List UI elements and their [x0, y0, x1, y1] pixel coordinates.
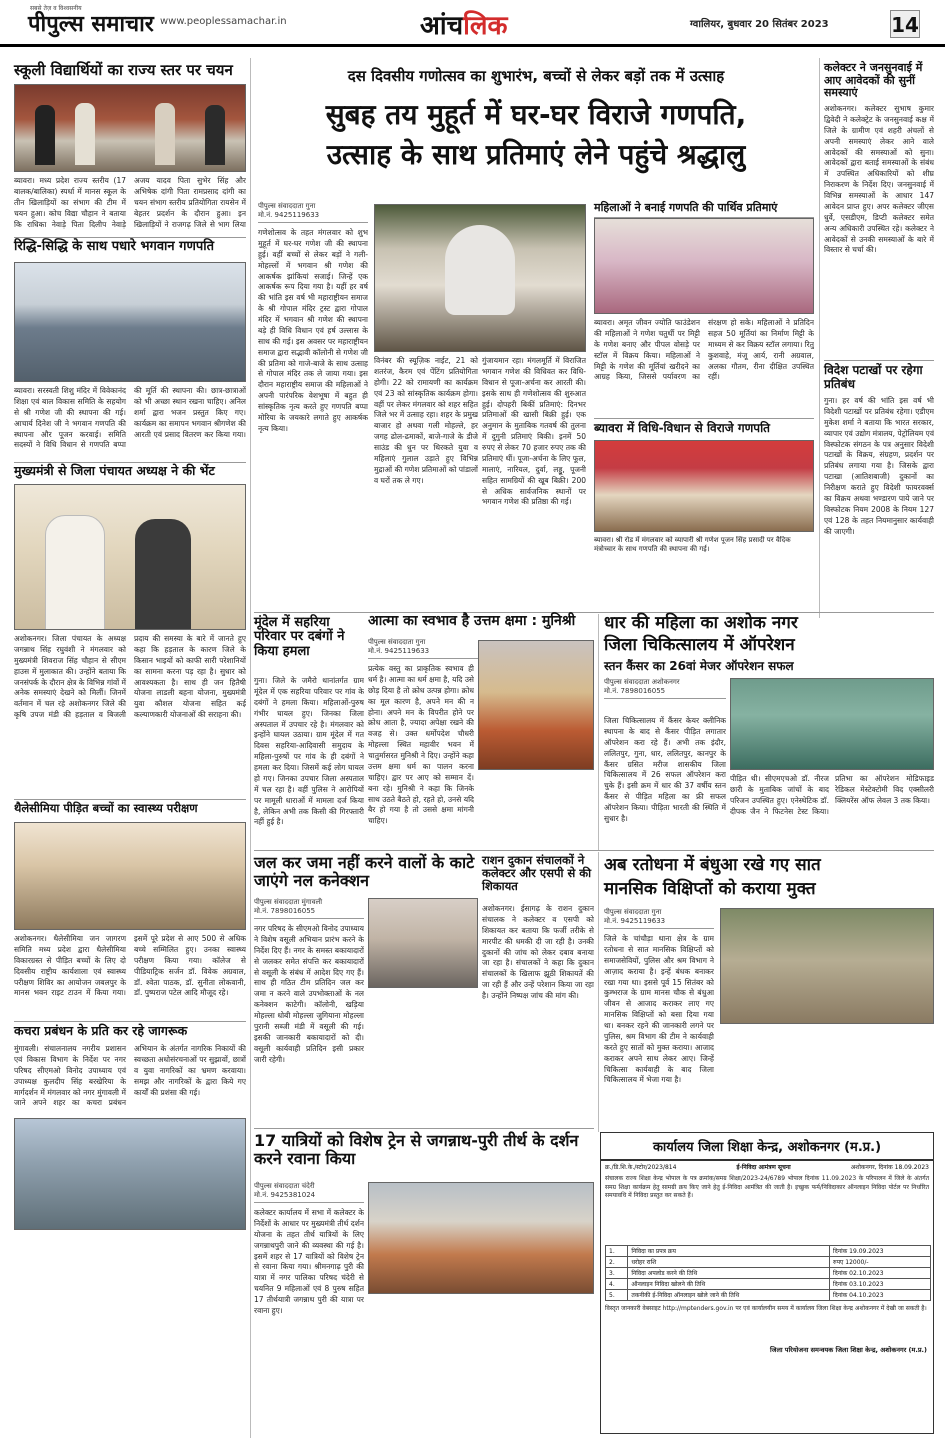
- headline-byawara: ब्यावरा में विधि-विधान से विराजे गणपति: [594, 421, 771, 435]
- masthead-rule: [0, 44, 945, 47]
- ratodhna-body: जिले के चांचौड़ा थाना क्षेत्र के ग्राम रतोधना से सात मानसिक विक्षिप्तों को समाजसेवियों, पुलिस और श्रम विभाग ने आज़ाद कराया है। इन्हें बंधक बनाकर रखा गया था। इससे पूर्व 15 सितंबर को कुम्भराज के ग्राम मानस चौक से बंधुआ जीवन से आजाद कराकर लाए गए मानसिक विक्षिप्तों को बसा दिया गया था। बनकर रहने की जानकारी लगने पर पुलिस, श्रम विभाग की टीम ने कार्यवाही करते हुए सातों को मुक्त कराया। आजाद कराकर अपने साथ लेकर आए। जिन्हें चिकित्सा कार्यवाही के बाद जिला चिकित्सालय में भेजा गया है।: [604, 934, 714, 1085]
- notice-cell: ऑनलाइन निविदा खोलने की तिथि: [628, 1279, 830, 1290]
- headline-cm-meet: मुख्यमंत्री से जिला पंचायत अध्यक्ष ने की भेंट: [14, 463, 215, 478]
- masthead-brand: पीपुल्स समाचार: [28, 12, 154, 37]
- section-title-b: लिक: [463, 11, 508, 41]
- top-body-2: विनंबर की स्यूज़िक नाईट, 21 को शतरंज, कैरम एवं पेंटिंग प्रतियोगिता होगी। 22 को रामायणी का कार्यक्रम एवं 23 को सांस्कृतिक कार्यक्रम होगा। वहीं पर लेकर मंगलवार को शहर सहित जिले भर में उत्साह रहा। शहर के प्रमुख बाजार हो अथवा गली मोहल्ले, हर जगह ढोल-ढमाकों, बाजे-गाजे के डीजे साउंड की धुन पर थिरकते युवा व महिलाएं गुलाल उड़ाते हुए विभिन्न मुद्राओं की गणेश प्रतिमाओं को पांडालों व घरों तक ले गए।: [374, 356, 478, 485]
- ratodhna-byline-mobile: मो.नं. 9425119633: [604, 917, 666, 925]
- top-body-3: गुंजायमान रहा। मंगलमूर्ति में विराजित भगवान गणेश की विधिवत कर विधि-विधान से पूजा-अर्चना कर आरती की। इसके साथ ही गणेशोत्सव की शुरुआत हुई। दोपहरी बिकीं प्रतिमाएं: दिनभर प्रतिमाओं की खासी बिक्री हुई। एक अनुमान के मुताबिक गतवर्ष की तुलना में दुगुनी प्रतिमाएं बिकी। इनमें 50 रुपए से लेकर 70 हजार रुपए तक की प्रतिमाएं थीं। पूजा-अर्चना के लिए फूल, मालाएं, नारियल, दुर्वा, लड्डू, पूजनी सहित सामग्रियों की खूब बिक्री। 200 से अधिक सार्वजनिक स्थानों पर भगवान गणेश की प्रतिष्ठा की गई।: [482, 356, 586, 507]
- munishri-byline-text: पीपुल्स संवाददाता गुना: [368, 638, 426, 646]
- headline-firecrackers: विदेश पटाखों पर रहेगा प्रतिबंध: [824, 363, 923, 391]
- munishri-body: प्रत्येक वस्तु का प्राकृतिक स्वभाव ही धर्म है। आत्मा का धर्म क्षमा है, यदि उसे छोड़ दिया है तो क्रोध उत्पन्न होगा। क्रोध का मूल कारण है, अपने मन की न होना। अपने मन के विपरीत होने पर क्रोध आता है, ज्यादा अपेक्षा रखने की वजह से। उक्त धर्मोपदेश चौधरी मोहल्ला स्थित महावीर भवन में चातुर्मासरत मुनिश्री ने दिए। उन्होंने कहा उत्तम क्षमा धर्म का पालन करना चाहिए। द्वार पर आए को सम्मान दें। बना रहे। मुनिश्री ने कहा कि जिनके साथ उठते बैठते हो, रहते हो, उनसे यदि बैर हो गया है तो उससे क्षमा मांगनी चाहिए।: [368, 664, 474, 826]
- notice-ref: क्र./डि.शि.के./स्टोर/2023/814: [605, 1164, 677, 1171]
- headline-thalassemia: थैलेसीमिया पीड़ित बच्चों का स्वास्थ्य परीक्षण: [14, 801, 198, 815]
- dhar-byline-mobile: मो.नं. 7898016055: [604, 687, 666, 695]
- byawara-photo: [594, 440, 814, 532]
- ration-body: अशोकनगर। ईसागढ़ के राशन दुकान संचालक ने कलेक्टर व एसपी को शिकायत कर बताया कि फर्जी तरीके से मारपीट की धमकी दी जा रही है। उनकी दुकानों की जांच को लेकर दबाव बनाया जा रहा है। संचालकों ने कहा कि दुकान संचालकों के खिलाफ झूठी शिकायतें की जा रही हैं और उन्हें परेशान किया जा रहा है। उन्होंने निष्पक्ष जांच की मांग की।: [482, 904, 594, 1000]
- jalkar-byline-mobile: मो.नं. 7898016055: [254, 907, 316, 915]
- brand-tagline: सबसे तेज़ व विश्वसनीय: [30, 5, 82, 12]
- top-byline-text: पीपुल्स संवाददाता गुना: [258, 202, 316, 210]
- headline-ratodhna-2: मानसिक विक्षिप्तों को कराया मुक्त: [604, 879, 816, 899]
- notice-date: अशोकनगर, दिनांक 18.09.2023: [850, 1164, 929, 1171]
- page-number: 14: [890, 10, 920, 38]
- headline-train: 17 यात्रियों को विशेष ट्रेन से जगन्नाथ-पुरी तीर्थ के दर्शन करने रवाना किया: [254, 1131, 579, 1168]
- ratodhna-photo: [720, 908, 934, 1024]
- train-byline-mobile: मो.नं. 9425381024: [254, 1191, 316, 1199]
- notice-row: [606, 1268, 931, 1279]
- headline-ratodhna-1: अब रतोधना में बंधुआ रखे गए सात: [604, 855, 821, 875]
- notice-sign: जिला परियोजना समन्वयक जिला शिक्षा केन्द्र, अशोकनगर (म.प्र.): [769, 1346, 927, 1354]
- notice-cell: निविदा अपलोड करने की तिथि: [628, 1268, 830, 1279]
- headline-mundel: मूंदेल में सहरिया परिवार पर दबंगों ने किया हमला: [254, 615, 345, 659]
- notice-row: [606, 1257, 931, 1268]
- top-headline-1: सुबह तय मुहूर्त में घर-घर विराजे गणपति,: [325, 98, 747, 131]
- mundel-body: गुना। जिले के जमैरो थानांतर्गत ग्राम मूंदेल में एक सहरिया परिवार पर गांव के दबंगों ने हमला किया। महिलाओं-पुरुष गंभीर घायल हुए। जिनका जिला अस्पताल में उपचार रहे है। मंगलवार को इन्होंने घायल उठाया। ग्राम मूंदेल में गत दिवस सहरिया-आदिवासी समुदाय के महिला-पुरुषों पर गांव के ही दबंगों ने हमला कर दिया। जिसमें कई लोग घायल हो गए। जिनका उपचार जिला अस्पताल में चल रहा है। वहीं पुलिस ने आरोपियों पर मामूली धाराओं में मामला दर्ज किया है, लेकिन अभी तक किसी की गिरफ्तारी नहीं हुई है।: [254, 676, 364, 827]
- notice-cell: 3.: [606, 1268, 628, 1279]
- notice-cell: रुपए 12000/-: [830, 1257, 931, 1268]
- top-headline-2: उत्साह के साथ प्रतिमाएं लेने पहुंचे श्रद्धालु: [326, 138, 746, 171]
- train-body: कलेक्टर कार्यालय में सभा में कलेक्टर के निर्देशों के आधार पर मुख्यमंत्री तीर्थ दर्शन योजना के तहत तीर्थ यात्रियों के लिए जगन्नाथपुरी जाने की व्यवस्था की गई है। इसमें शहर से 17 यात्रियों को विशेष ट्रेन से रवाना किया गया। श्रीमनगाढ़ पुरी की यात्रा में नगर पालिका परिषद चंदेरी से चयनित 9 महिलाओं एवं 8 पुरुष सहित 17 तीर्थयात्री जगन्नाथ पुरी की यात्रा पर रवाना हुए।: [254, 1208, 364, 1315]
- notice-cell: धरोहर राशि: [628, 1257, 830, 1268]
- jalkar-photo: [368, 898, 478, 988]
- top-byline: [258, 202, 368, 223]
- section-title: [420, 6, 507, 42]
- munishri-photo: [478, 640, 594, 770]
- notice-cell: दिनांक 04.10.2023: [830, 1290, 931, 1301]
- notice-intro: संचालक राज्य शिक्षा केन्द्र भोपाल के पत्र क्रमांक/समग्र शिक्षा/2023-24/6789 भोपाल दिनांक 11.09.2023 के परिपालन में जिले के अंतर्गत समग्र शिक्षा कार्यक्रम हेतु सामग्री क्रय किए जाने हेतु ई-निविदा आमंत्रित की जाती है। इच्छुक फर्म/निविदाकार ऑनलाइन निविदा पोर्टल पर निर्धारित समयावधि में निविदा प्रस्तुत कर सकते हैं।: [605, 1175, 929, 1200]
- dhar-byline: [604, 678, 726, 699]
- munishri-byline: [368, 638, 478, 659]
- mahila-photo: [594, 218, 814, 314]
- operation-photo: [730, 678, 934, 770]
- headline-ration: राशन दुकान संचालकों ने कलेक्टर और एसपी से की शिकायत: [482, 853, 592, 894]
- train-photo: [368, 1182, 594, 1294]
- jalkar-byline: [254, 898, 364, 919]
- ratodhna-byline: [604, 908, 714, 929]
- notice-refline: [601, 1161, 933, 1173]
- riddhi-body: ब्यावरा। सरस्वती शिशु मंदिर में विवेकानंद शिक्षा एवं बाल विकास समिति के सहयोग से श्री गणेश जी की स्थापना की गई। आचार्य दिनेश जी ने भगवान गणपति की स्थापना और पूजन करवाई। समिति सदस्यों ने विधि विधान से गणपति बप्पा की मूर्ति की स्थापना की। छात्र-छात्राओं को भी अच्छा स्थान रखना चाहिए। अनिल शर्मा द्वारा भजन प्रस्तुत किए गए। कार्यक्रम का समापन भगवान श्रीगणेश की आरती एवं प्रसाद वितरण कर किया गया।: [14, 386, 246, 450]
- train-byline-text: पीपुल्स संवाददाता चंदेरी: [254, 1182, 315, 1190]
- notice-row: [606, 1246, 931, 1257]
- thalassemia-photo: [14, 822, 246, 930]
- headline-waste: कचरा प्रबंधन के प्रति कर रहे जागरूक: [14, 1023, 188, 1038]
- jalkar-byline-text: पीपुल्स संवाददाता मुंगावली: [254, 898, 323, 906]
- mahila-body: ब्यावरा। अमृत जीवन ज्योति फाउंडेशन की महिलाओं ने गणेश चतुर्थी पर मिट्टी के गणेश बनाए और पीपल वोसड़े पर स्टॉल में विक्रय किया। महिलाओं ने मिट्टी के गणेश की मूर्तियां खरीदने का आग्रह किया, जिससे पर्यावरण का संरक्षण हो सके। महिलाओं ने प्रतिदिन सहज 50 मूर्तियां का निर्माण मिट्टी के माध्यम से कर विक्रय स्टॉल लगाया। रितु कुशवाहे, मंजू आर्य, रानी अग्रवाल, अलका गौतम, रीना दीक्षित उपस्थित रहीं।: [594, 318, 814, 382]
- waste-photo: [14, 1118, 246, 1230]
- notice-cell: दिनांक 02.10.2023: [830, 1268, 931, 1279]
- ratodhna-byline-text: पीपुल्स संवाददाता गुना: [604, 908, 662, 916]
- dhar-subhead: स्तन कैंसर का 26वां मेजर ऑपरेशन सफल: [604, 659, 794, 673]
- firecrackers-body: गुना। हर वर्ष की भांति इस वर्ष भी विदेशी पटाखों पर प्रतिबंध रहेगा। एडीएम मुकेश शर्मा ने बताया कि भारत सरकार, व्यापार एवं उद्योग मंत्रालय, पेट्रोलियम एवं विस्फोटक संगठन के पत्र अनुसार विदेशी पटाखों के विक्रय, संग्रहण, प्रदर्शन पर प्रतिबंध लगाया गया है। जिसके द्वारा पटाखा (आतिशबाजी) दुकानों का निरीक्षण कराते हुए विदेशी फायरवर्क्स का विक्रय अथवा भण्डारण पाये जाने पर विस्फोटक नियम 2008 के नियम 127 एवं 128 के तहत नियमानुसार कार्यवाही की जाएगी।: [824, 396, 934, 536]
- dhar-body: जिला चिकित्सालय में कैंसर केयर क्लीनिक स्थापना के बाद से कैंसर पीड़ित लगातार ऑपरेशन करा रहे हैं। अभी तक इंदौर, ललितपुर, गुना, धार, ललितपुर, कानपुर के कैंसर ग्रसित मरीज शासकीय जिला चिकित्सालय में 26 सफल ऑपरेशन करा चुके हैं। इसी क्रम में धार की 37 वर्षीय स्तन कैंसर से पीड़ित महिला का फ्री सफल ऑपरेशन किया। पीड़िता भारती की स्थिति में सुधार है।: [604, 716, 726, 823]
- notice-row: [606, 1290, 931, 1301]
- cm-meet-body: अशोकनगर। जिला पंचायत के अध्यक्ष जगन्नाथ सिंह रघुवंशी ने मंगलवार को मुख्यमंत्री शिवराज सिंह चौहान से सीएम हाउस में मुलाकात की। उन्होंने बताया कि जनसंपर्क के दौरान क्षेत्र के विभिन्न गांवों में अनेक समस्याएं देखने को मिलीं। जिनमें वर्तमान में चल रहे अशोकनगर जिले की कृषि उपज मंडी की हड़ताल व बिजली प्रदाय की समस्या के बारे में जानते हुए कहा कि हड़ताल के कारण जिले के किसान भाइयों को काफी सारी परेशानियों का सामना करना पड़ रहा है। सुधार को आवश्यकता है। साथ ही जन हितैषी योजना लाडली बहना योजना, मुख्यमंत्री युवा कौशल योजना सहित कई कल्याणकारी योजनाओं की सराहना की।: [14, 634, 246, 720]
- headline-jansunwai: कलेक्टर ने जनसुनवाई में आए आवेदकों की सुनीं समस्याएं: [824, 61, 923, 100]
- headline-dhar-1: धार की महिला का अशोक नगर: [604, 613, 798, 633]
- thalassemia-body: अशोकनगर। थैलेसीमिया जन जागरण समिति मध्य प्रदेश द्वारा थैलेसीमिया विकारग्रस्त से पीड़ित बच्चों के लिए दो दिवसीय राष्ट्रीय कार्यशाला एवं स्वास्थ्य परीक्षण शिविर का आयोजन जबलपुर के मानस भवन राइट टाउन में किया गया। इसमें पूरे प्रदेश से आए 500 से अधिक बच्चे सम्मिलित हुए। उनका स्वास्थ्य परीक्षण किया गया। कॉलेज से पीडियाट्रिक सर्जन डॉ. विवेक अग्रवाल, डॉ. श्वेता पाठक, डॉ. सुनीता लोकवानी, डॉ. पुष्पराज पटेल आदि मौजूद रहे।: [14, 934, 246, 998]
- notice-cell: 4.: [606, 1279, 628, 1290]
- notice-cell: निविदा का प्रपत्र क्रय: [628, 1246, 830, 1257]
- notice-title: कार्यालय जिला शिक्षा केन्द्र, अशोकनगर (म.प्र.): [601, 1133, 933, 1161]
- dateline: ग्वालियर, बुधवार 20 सितंबर 2023: [690, 19, 829, 30]
- headline-munishri: आत्मा का स्वभाव है उत्तम क्षमा : मुनिश्री: [368, 613, 576, 629]
- headline-mahila: महिलाओं ने बनाई गणपति की पार्थिव प्रतिमाएं: [594, 202, 814, 218]
- notice-mid: ई-निविदा आमंत्रण सूचना: [736, 1164, 791, 1171]
- munishri-byline-mobile: मो.नं. 9425119633: [368, 647, 430, 655]
- notice-footer: विस्तृत जानकारी वेबसाइट http://mptenders.gov.in पर एवं कार्यालयीन समय में कार्यालय जिला शिक्षा केन्द्र अशोकनगर में देखी जा सकती है।: [605, 1305, 927, 1312]
- notice-row: [606, 1279, 931, 1290]
- notice-cell: 1.: [606, 1246, 628, 1257]
- notice-cell: दिनांक 03.10.2023: [830, 1279, 931, 1290]
- top-kicker: दस दिवसीय गणोत्सव का शुभारंभ, बच्चों से लेकर बड़ों तक में उत्साह: [347, 67, 725, 85]
- headline-dhar-2: जिला चिकित्सालय में ऑपरेशन: [604, 635, 795, 655]
- headline-riddhi: रिद्धि-सिद्धि के साथ पधारे भगवान गणपति: [14, 239, 215, 254]
- waste-body: मुंगावली। संचालनालय नगरीय प्रशासन एवं विकास विभाग के निर्देश पर नगर परिषद सीएमओ विनोद उपाध्याय एवं उपाध्यक्ष कुलदीप सिंह बरखेरिया के मार्गदर्शन में मंगलवार को नगर मुंगावली में जाने अपने शहर का कचरा प्रबंधन अभियान के अंतर्गत नागरिक निकायों की स्वच्छता अधोसंरचनाओं पर सुझावों, छात्रों व युवा नागरिकों का भ्रमण करवाया। समझ और नागरिकों के द्वारा किये गए कार्यों की प्रशंसा की गई।: [14, 1044, 246, 1108]
- headline-students: स्कूली विद्यार्थियों का राज्य स्तर पर चयन: [14, 61, 233, 79]
- ganesh-idol-photo: [374, 204, 586, 352]
- train-byline: [254, 1182, 364, 1203]
- masthead-url: www.peoplessamachar.in: [160, 16, 287, 27]
- notice-cell: 2.: [606, 1257, 628, 1268]
- tender-notice: [600, 1132, 934, 1434]
- notice-cell: 5.: [606, 1290, 628, 1301]
- jansunwai-body: अशोकनगर। कलेक्टर सुभाष कुमार द्विवेदी ने कलेक्ट्रेट के जनसुनवाई कक्ष में जिले के ग्रामीण एवं शहरी अंचलों से अपनी समस्याएं लेकर आने वाले आवेदकों की समस्याओं को सुना। आवेदकों द्वारा बताई समस्याओं के संबंध में उपस्थित अधिकारियों को शीघ्र निराकरण के निर्देश दिए। जनसुनवाई में विभिन्न समस्याओं के आधार 147 आवेदन प्राप्त हुए। अपर कलेक्टर जीएस धुर्वे, एसडीएम, डिप्टी कलेक्टर समेत अन्य अधिकारी उपस्थित रहे। कलेक्टर ने आवेदकों से उनकी समस्याओं के बारे में विस्तार से चर्चा की।: [824, 104, 934, 255]
- notice-cell: दिनांक 19.09.2023: [830, 1246, 931, 1257]
- dhar-byline-text: पीपुल्स संवाददाता अशोकनगर: [604, 678, 680, 686]
- byawara-caption: ब्यावरा। श्री रोड में मंगलवार को व्यापारी श्री गणेश पूजन सिंह प्रसादी पर वैदिक मंत्रोच्चार के साथ गणपति की स्थापना की गई।: [594, 536, 791, 554]
- cm-meeting-photo: [14, 484, 246, 630]
- students-body: ब्यावरा। मध्य प्रदेश राज्य स्तरीय (17 बालक/बालिका) स्पर्धा में मानस स्कूल के तीन खिलाड़ियों का संभाग की टीम में चयन हुआ। कोच विद्या चौहान ने बताया कि राधिका नेवाड़े पिता दिलीप नेवाड़े अजय यादव पिता सुभेर सिंह और अभिषेक दांगी पिता रामप्रसाद दांगी का चयन संभाग स्तरीय प्रतियोगिता रायसेन में बेहतर प्रदर्शन के दौरान हुआ। इन खिलाड़ियों ने राजगढ़ जिले से भाग लिया: [14, 176, 246, 229]
- notice-cell: तकनीकी ई-निविदा ऑनलाइन खोले जाने की तिथि: [628, 1290, 830, 1301]
- dhar-body-2: पीड़ित थी। सीएमएचओ डॉ. नीरज छारी के मुताबिक जांचों के बाद परिजन उपस्थित हुए। एनेस्थेटिक डॉ. दीपक जैन ने फिटनेस टेस्ट किया। प्रतिभा का ऑपरेशन मोडिफाइड रेडिकल मेस्टेक्टोमी विद एक्सीलरी क्लियरेंस ऑफ लेवल 3 तक किया।: [730, 774, 934, 816]
- headline-jalkar: जल कर जमा नहीं करने वालों के काटे जाएंगे नल कनेक्शन: [254, 853, 475, 890]
- top-body-1: गणेशोत्सव के तहत मंगलवार को शुभ मुहूर्त में घर-घर गणेश जी की स्थापना हुई। वहीं बच्चों से लेकर बड़ों ने गली-मोहल्लों में भगवान श्री गणेश की आकर्षक झांकियां सजाई। जिन्हें एक आकर्षक रूप दिया गया है। यहीं हर वर्ष की भांति इस वर्ष भी महाराष्ट्रीयन समाज के श्री गोपाल मंदिर ट्रस्ट द्वारा गोपाल मंदिर में भगवान श्री गणेश की स्थापना बड़े ही विधि विधान एवं हर्ष उल्लास के साथ की गई। इस अवसर पर महाराष्ट्रीयन समाज द्वारा सद्भावी कॉलोनी से गणेश जी की प्रतिमा को गाजे-बाजे के साथ उत्साह से गोपाल मंदिर तक ले जाया गया। इस दौरान महाराष्ट्रीय समाज की महिलाओं ने अपनी पारंपरिक वेशभूषा में बहुत ही सांस्कृतिक नृत्य करते हुए गणपति बप्पा मोरिया के जयकारे लगाते हुए आकर्षक नृत्य किया।: [258, 228, 368, 433]
- ganpati-hall-photo: [14, 262, 246, 382]
- notice-table: [605, 1245, 931, 1301]
- top-byline-mobile: मो.नं. 9425119633: [258, 211, 320, 219]
- jalkar-body: नगर परिषद के सीएमओ विनोद उपाध्याय ने विशेष वसूली अभियान प्रारंभ करने के निर्देश दिए हैं। नगर के समस्त बकायादारों से जलकर समेत संपत्ति कर बकायादारों से वसूली के संबंध में आदेश दिए गए हैं। साथ ही गठित टीम प्रतिदिन जल कर जमा न करने वाले उपभोक्ताओं के नल कनेक्शन काटेगी। कॉलोनी, खड़िया मोहल्ला धोबी मोहल्ला जुगियाना मोहल्ला पुरानी सब्जी मंडी में वसूली की गई। इसकी जानकारी बकायादारों को दी। वसूली कार्यवाही प्रतिदिन इसी प्रकार जारी रहेगी।: [254, 924, 364, 1064]
- students-photo: [14, 84, 246, 172]
- section-title-a: आंच: [420, 11, 464, 41]
